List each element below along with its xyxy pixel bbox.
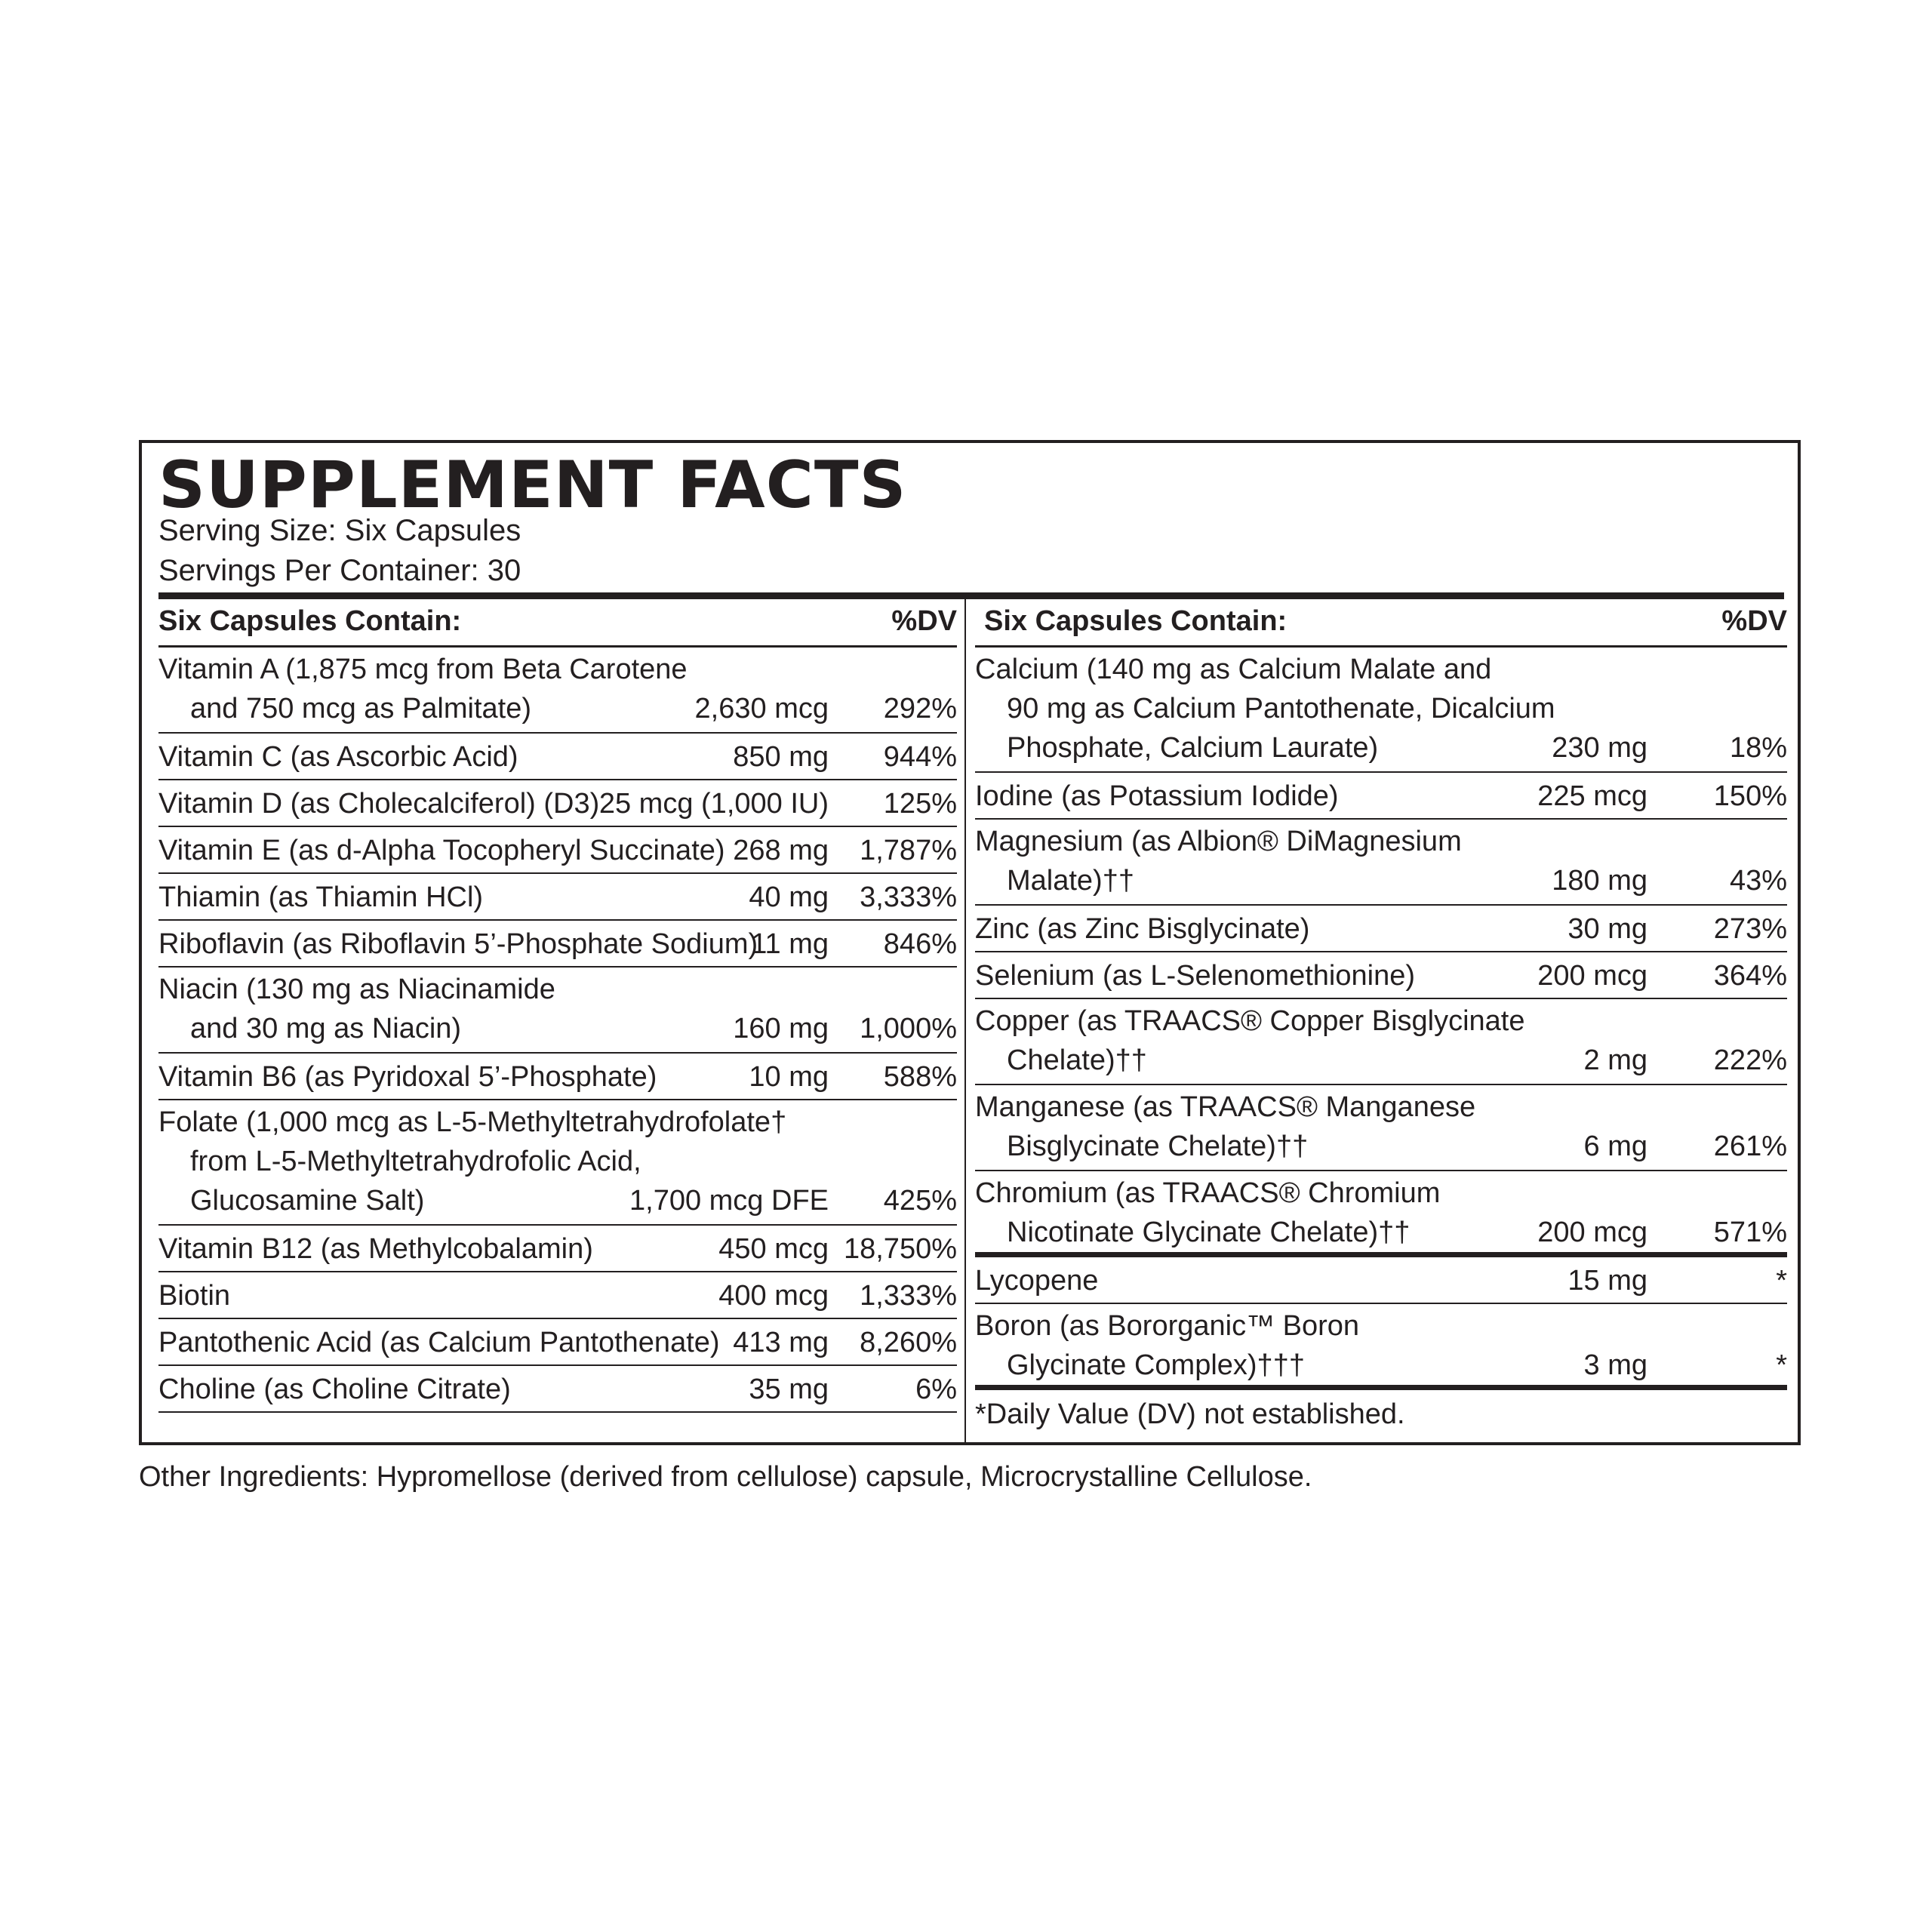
nutrient-amount: 10 mg [749,1061,829,1093]
left-column-header [158,599,957,648]
nutrient-name: Biotin [158,1280,231,1312]
nutrient-amount: 30 mg [1567,913,1647,945]
nutrient-name: Malate)†† [1007,865,1134,897]
nutrient-dv: 125% [883,788,957,820]
nutrient-row-riboflavin [158,921,957,968]
nutrient-amount: 40 mg [749,881,829,913]
nutrient-name: Chelate)†† [1007,1044,1147,1076]
right-header-label: Six Capsules Contain: [984,605,1287,637]
header-rule [158,592,1784,599]
nutrient-dv: 1,000% [860,1013,957,1044]
nutrient-amount: 850 mg [733,741,829,773]
nutrient-row-manganese [975,1085,1787,1171]
nutrient-amount: 25 mcg (1,000 IU) [598,788,829,820]
nutrient-name: and 30 mg as Niacin) [190,1013,462,1044]
nutrient-dv: 43% [1729,865,1787,897]
nutrient-dv: * [1776,1265,1787,1297]
nutrient-amount: 400 mcg [718,1280,829,1312]
nutrient-amount: 11 mg [751,928,829,960]
nutrient-amount: 450 mcg [718,1233,829,1265]
nutrient-name: Pantothenic Acid (as Calcium Pantothenate) [158,1327,720,1358]
nutrient-name: Phosphate, Calcium Laurate) [1007,732,1379,764]
nutrient-name: Boron (as Bororganic™ Boron [975,1310,1360,1342]
nutrient-amount: 15 mg [1567,1265,1647,1297]
nutrient-name: Vitamin B6 (as Pyridoxal 5’-Phosphate) [158,1061,657,1093]
nutrient-dv: 1,787% [860,835,957,866]
nutrient-row-vitamin-a [158,648,957,734]
nutrient-row-chromium [975,1171,1787,1257]
nutrient-name: Lycopene [975,1265,1099,1297]
nutrient-name: Calcium (140 mg as Calcium Malate and [975,654,1492,685]
right-header-dv: %DV [1721,605,1787,637]
nutrient-name: Chromium (as TRAACS® Chromium [975,1177,1441,1209]
left-header-dv: %DV [891,605,957,637]
nutrient-amount: 160 mg [733,1013,829,1044]
nutrient-amount: 230 mg [1552,732,1647,764]
nutrient-row-calcium [975,648,1787,773]
nutrient-row-thiamin [158,874,957,921]
nutrient-row-pantothenic-acid [158,1319,957,1366]
nutrient-name: Vitamin C (as Ascorbic Acid) [158,741,518,773]
nutrient-dv: 8,260% [860,1327,957,1358]
left-header-label: Six Capsules Contain: [158,605,462,637]
nutrient-name: Selenium (as L-Selenomethionine) [975,960,1415,992]
nutrient-row-iodine [975,773,1787,820]
nutrient-name: Niacin (130 mg as Niacinamide [158,974,555,1005]
nutrient-name: Choline (as Choline Citrate) [158,1374,511,1405]
nutrient-amount: 200 mcg [1537,960,1647,992]
nutrient-name: Nicotinate Glycinate Chelate)†† [1007,1217,1411,1248]
nutrient-dv: 944% [883,741,957,773]
nutrient-dv: * [1776,1349,1787,1381]
nutrient-name: Zinc (as Zinc Bisglycinate) [975,913,1310,945]
nutrient-amount: 180 mg [1552,865,1647,897]
nutrient-amount: 6 mg [1583,1131,1647,1162]
right-column-header [975,599,1787,648]
nutrient-amount: 2,630 mcg [694,693,829,724]
nutrient-name: Magnesium (as Albion® DiMagnesium [975,826,1462,857]
nutrient-name: Copper (as TRAACS® Copper Bisglycinate [975,1005,1525,1037]
nutrient-row-selenium [975,952,1787,999]
servings-per-container: Servings Per Container: 30 [158,554,521,587]
nutrient-dv: 273% [1713,913,1787,945]
nutrient-row-zinc [975,906,1787,952]
nutrient-name: Thiamin (as Thiamin HCl) [158,881,484,913]
nutrient-dv: 588% [883,1061,957,1093]
column-divider [964,599,966,1442]
nutrient-amount: 2 mg [1583,1044,1647,1076]
nutrient-row-magnesium [975,820,1787,906]
supplement-facts-panel [139,440,1801,1445]
panel-title: SUPPLEMENT FACTS [158,448,907,523]
nutrient-dv: 150% [1713,780,1787,812]
serving-size: Serving Size: Six Capsules [158,514,521,547]
nutrient-row-vitamin-b12 [158,1226,957,1272]
nutrient-row-vitamin-b6 [158,1054,957,1100]
other-ingredients: Other Ingredients: Hypromellose (derived from cellulose) capsule, Microcrystalline Cellulose. [139,1461,1312,1493]
nutrient-row-vitamin-e [158,827,957,874]
nutrient-name: Riboflavin (as Riboflavin 5’-Phosphate Sodium) [158,928,758,960]
nutrient-dv: 1,333% [860,1280,957,1312]
nutrient-dv: 364% [1713,960,1787,992]
nutrient-name: Vitamin D (as Cholecalciferol) (D3) [158,788,600,820]
nutrient-row-biotin [158,1272,957,1319]
nutrient-dv: 571% [1713,1217,1787,1248]
nutrient-name: Glucosamine Salt) [190,1185,425,1217]
nutrient-amount: 3 mg [1583,1349,1647,1381]
nutrient-name: Vitamin E (as d-Alpha Tocopheryl Succinate) [158,835,725,866]
nutrient-dv: 261% [1713,1131,1787,1162]
nutrient-name: Glycinate Complex)††† [1007,1349,1305,1381]
nutrient-row-lycopene [975,1257,1787,1304]
nutrient-row-choline [158,1366,957,1413]
nutrient-amount: 225 mcg [1537,780,1647,812]
nutrient-name: Manganese (as TRAACS® Manganese [975,1091,1476,1123]
nutrient-row-copper [975,999,1787,1085]
nutrient-dv: 292% [883,693,957,724]
nutrient-dv: 6% [915,1374,957,1405]
nutrient-amount: 35 mg [749,1374,829,1405]
nutrient-row-folate [158,1100,957,1226]
nutrient-amount: 268 mg [733,835,829,866]
left-column [158,599,957,1413]
nutrient-amount: 200 mcg [1537,1217,1647,1248]
nutrient-dv: 18,750% [843,1233,957,1265]
nutrient-dv: 3,333% [860,881,957,913]
nutrient-dv: 846% [883,928,957,960]
nutrient-name: from L-5-Methyltetrahydrofolic Acid, [190,1146,641,1177]
nutrient-dv: 18% [1729,732,1787,764]
nutrient-dv: 222% [1713,1044,1787,1076]
nutrient-amount: 1,700 mcg DFE [629,1185,829,1217]
nutrient-name: 90 mg as Calcium Pantothenate, Dicalcium [1007,693,1555,724]
footnote-row [975,1390,1787,1437]
nutrient-row-boron [975,1304,1787,1390]
nutrient-row-vitamin-d [158,780,957,827]
nutrient-name: Bisglycinate Chelate)†† [1007,1131,1309,1162]
nutrient-name: Iodine (as Potassium Iodide) [975,780,1339,812]
nutrient-name: Vitamin A (1,875 mcg from Beta Carotene [158,654,688,685]
nutrient-row-niacin [158,968,957,1054]
nutrient-dv: 425% [883,1185,957,1217]
right-column [975,599,1787,1437]
nutrient-row-vitamin-c [158,734,957,780]
dv-footnote: *Daily Value (DV) not established. [975,1398,1405,1430]
nutrient-name: and 750 mcg as Palmitate) [190,693,532,724]
nutrient-name: Folate (1,000 mcg as L-5-Methyltetrahydrofolate† [158,1106,787,1138]
nutrient-name: Vitamin B12 (as Methylcobalamin) [158,1233,593,1265]
nutrient-amount: 413 mg [733,1327,829,1358]
